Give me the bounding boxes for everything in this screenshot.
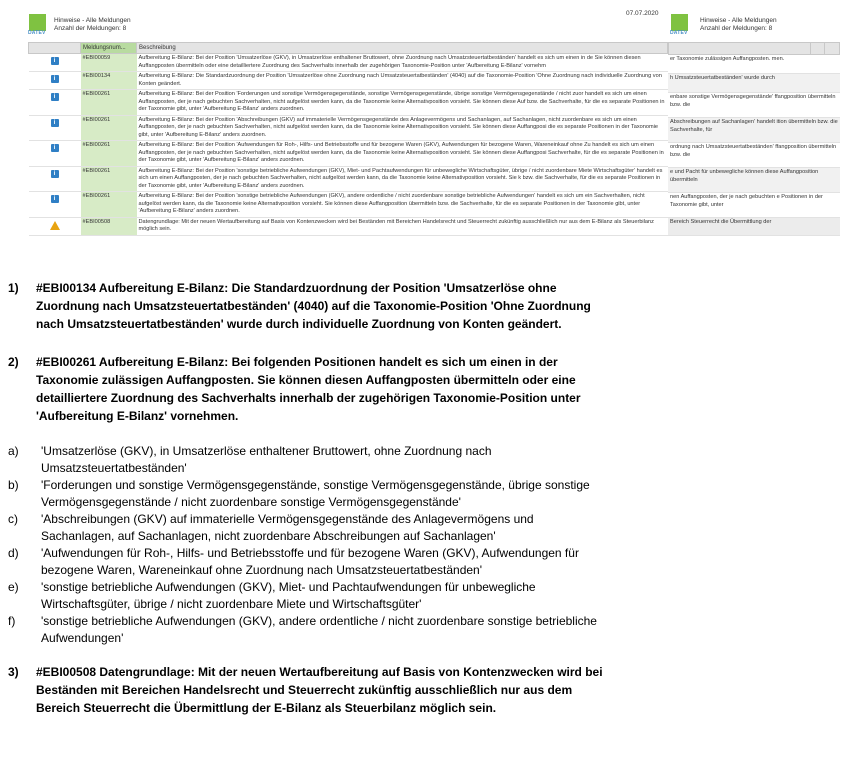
message-code: #EBI00261 (81, 90, 137, 116)
note-2-sublist (8, 443, 608, 647)
message-description: Aufbereitung E-Bilanz: Bei der Position 'sonstige betriebliche Aufwendungen (GKV), andere ordentliche / nicht zuordenbare sonstige betriebliche Aufwendungen' handelt es sich um ein Sachverhalten, nicht aufgelöst werden kann, da die Taxonomie keine Alternativposition vorsieht. Sie können diese Auffangposition übermitteln bzw. die Sachverhalte, für die es separate Positionen in der Taxonomie gibt, unter 'Aufbereitung E-Bilanz' anders zuordnen. (137, 192, 668, 218)
list-item (8, 477, 608, 511)
icon-cell (29, 217, 81, 235)
info-icon: i (51, 93, 59, 101)
item-text: 'Aufwendungen für Roh-, Hilfs- und Betriebsstoffe und für bezogene Waren (GKV), Aufwendungen für bezogene Waren, Wareneinkauf ohne Zuordnung nach Umsatzsteuertatbeständen' (41, 546, 579, 577)
table-header-row (29, 43, 668, 54)
message-count: Anzahl der Meldungen: 8 (700, 25, 773, 32)
message-description: Aufbereitung E-Bilanz: Bei der Position 'Forderungen und sonstige Vermögensgegenstände, sonstige Vermögensgegenstände, übrige sonstige Vermögensgegenstände / nicht zuor handelt es sich um einen Auffangposten, der je nach gebuchten Sachverhalten, nicht aufgelöst werden kann, da die Taxonomie keine Alternativposition vorsieht. Sie können diese Auf bzw. die Sachverhalte, für die es separate Positionen in der Taxonomie gibt, unter 'Aufbereitung E-Bilanz' anders zuordnen. (137, 90, 668, 116)
info-icon: i (51, 57, 59, 65)
item-letter: e) (8, 580, 19, 594)
notes-list (8, 279, 608, 717)
note-2 (8, 353, 608, 425)
info-icon: i (51, 75, 59, 83)
table-row[interactable]: ordnung nach Umsatzsteuertatbeständen' ffangposition übermitteln bzw. die (668, 143, 840, 168)
note-number: 2) (8, 355, 19, 369)
item-text: 'sonstige betriebliche Aufwendungen (GKV), Miet- und Pachtaufwendungen für unbewegliche Wirtschaftsgüter, übrige / nicht zuordenbare Miete und Wirtschaftsgüter' (41, 580, 536, 611)
datev-logo (28, 14, 48, 36)
item-letter: b) (8, 478, 19, 492)
table-row[interactable] (29, 54, 668, 72)
table-row[interactable] (29, 192, 668, 218)
table-row[interactable]: h Umsatzsteuertatbeständen' wurde durch (668, 74, 840, 93)
message-code: #EBI00261 (81, 141, 137, 167)
report-title: Hinweise - Alle Meldungen (54, 17, 131, 24)
message-code: #EBI00134 (81, 72, 137, 90)
warning-icon (50, 221, 60, 230)
item-letter: f) (8, 614, 16, 628)
table-row[interactable]: enbare sonstige Vermögensgegenstände' ffangposition übermitteln bzw. die (668, 93, 840, 118)
list-item (8, 579, 608, 613)
table-row[interactable] (29, 90, 668, 116)
note-number: 1) (8, 281, 19, 295)
item-letter: a) (8, 444, 19, 458)
list-item (8, 511, 608, 545)
info-icon: i (51, 170, 59, 178)
info-icon: i (51, 195, 59, 203)
item-text: 'Abschreibungen (GKV) auf immaterielle Vermögensgegenstände des Anlagevermögens und Sachanlagen, auf Sachanlagen, nicht zuordenbare Abschreibungen auf Sachanlagen' (41, 512, 534, 543)
message-code: #EBI00261 (81, 166, 137, 192)
logo-text: DATEV (670, 30, 688, 36)
table-row[interactable]: Bereich Steuerrecht die Übermittlung der (668, 218, 840, 236)
icon-cell (29, 54, 81, 72)
item-text: 'Forderungen und sonstige Vermögensgegenstände, sonstige Vermögensgegenstände, übrige sonstige Vermögensgegenstände / nicht zuordenbare sonstige Vermögensgegenstände' (41, 478, 590, 509)
logo-text: DATEV (28, 30, 46, 36)
info-icon: i (51, 119, 59, 127)
messages-table-continued (668, 42, 840, 236)
icon-cell (29, 141, 81, 167)
icon-cell (29, 115, 81, 141)
message-description: Aufbereitung E-Bilanz: Bei der Position 'sonstige betriebliche Aufwendungen (GKV), Miet- und Pachtaufwendungen für unbewegliche Wirtschaftsgüter, übrige / nicht zuordenbare Miete Wirtschaftsgüter' handelt es sich um einen Auffangposten, der je nach gebuchten Sachverhalten, nicht aufgelöst werden kann, da die Taxonomie keine Alternativposition vorsieht. Sie k bzw. die Sachverhalte, für die es separate Positionen in der Taxonomie gibt, unter 'Aufbereitung E-Bilanz' anders zuordnen. (137, 166, 668, 192)
message-code: #EBI00508 (81, 217, 137, 235)
datev-logo (670, 14, 690, 36)
column-header-description[interactable]: Beschreibung (137, 43, 668, 54)
note-1 (8, 279, 608, 333)
note-text: #EBI00261 Aufbereitung E-Bilanz: Bei folgenden Positionen handelt es sich um einen in der Taxonomie zulässigen Auffangposten. Sie können diesen Auffangposten übermitteln oder eine detailliertere Zuordnung des Sachverhalts innerhalb der zugehörigen Taxonomie-Position unter 'Aufbereitung E-Bilanz' vornehmen. (36, 355, 581, 423)
icon-cell (29, 166, 81, 192)
list-item (8, 613, 608, 647)
list-item (8, 443, 608, 477)
item-letter: d) (8, 546, 19, 560)
table-row[interactable]: Abschreibungen auf Sachanlagen' handelt ition übermitteln bzw. die Sachverhalte, für (668, 118, 840, 143)
table-row[interactable] (29, 217, 668, 235)
table-row[interactable] (29, 72, 668, 90)
message-code: #EBI00261 (81, 192, 137, 218)
note-text: #EBI00508 Datengrundlage: Mit der neuen Wertaufbereitung auf Basis von Kontenzwecken wird bei Beständen mit Bereichen Handelsrecht und Steuerrecht zukünftig ausschließlich nur aus dem Bereich Steuerrecht die Übermittlung der E-Bilanz als Steuerbilanz möglich sein. (36, 665, 603, 715)
message-description: Aufbereitung E-Bilanz: Bei der Position 'Umsatzerlöse (GKV), in Umsatzerlöse enthaltener Bruttowert, ohne Zuordnung nach Umsatzsteuertatbeständen' handelt es sich um einen in de Sie können diesen Auffangposten übermitteln oder eine detailliertere Zuordnung des Sachverhalts innerhalb der zugehörigen Taxonomie-Position unter 'Aufbereitung E-Bilanz' vornehm (137, 54, 668, 72)
table-row[interactable] (29, 141, 668, 167)
note-text: #EBI00134 Aufbereitung E-Bilanz: Die Standardzuordnung der Position 'Umsatzerlöse ohne Zuordnung nach Umsatzsteuertatbeständen' (4040) auf die Taxonomie-Position 'Ohne Zuordnung nach Umsatzsteuertatbeständen' wurde durch individuelle Zuordnung von Konten geändert. (36, 281, 591, 331)
table-header-row (668, 42, 840, 55)
column-header-icon[interactable] (29, 43, 81, 54)
list-item (8, 545, 608, 579)
item-letter: c) (8, 512, 18, 526)
column-header-message-number[interactable]: Meldungsnum... (81, 43, 137, 54)
info-icon: i (51, 144, 59, 152)
item-text: 'Umsatzerlöse (GKV), in Umsatzerlöse enthaltener Bruttowert, ohne Zuordnung nach Umsatzsteuertatbeständen' (41, 444, 492, 475)
messages-table (28, 42, 668, 236)
report-date: 07.07.2020 (626, 10, 659, 17)
table-row[interactable] (29, 115, 668, 141)
note-number: 3) (8, 665, 19, 679)
report-panel-second-page (668, 8, 840, 236)
icon-cell (29, 90, 81, 116)
table-row[interactable]: e und Pacht für unbewegliche können diese Auffangposition übermitteln (668, 168, 840, 193)
icon-cell (29, 192, 81, 218)
message-count: Anzahl der Meldungen: 8 (54, 25, 127, 32)
message-description: Datengrundlage: Mit der neuen Wertaufbereitung auf Basis von Kontenzwecken wird bei Beständen mit Bereichen Handelsrecht und Steuerrecht zukünftig ausschließlich nur aus dem E-Bilanz als Steuerbilanz möglich sein. (137, 217, 668, 235)
message-description: Aufbereitung E-Bilanz: Bei der Position 'Abschreibungen (GKV) auf immaterielle Vermögensgegenstände des Anlagevermögens und Sachanlagen, auf Sachanlagen, nicht zuordenbare es sich um einen Auffangposten, der je nach gebuchten Sachverhalten, nicht aufgelöst werden kann, da die Taxonomie keine Alternativposition vorsieht. Sie können diese Auffangposi die es separate Positionen in der Taxonomie gibt, unter 'Aufbereitung E-Bilanz' anders zuordnen. (137, 115, 668, 141)
report-header (28, 8, 668, 42)
table-row[interactable]: er Taxonomie zulässigen Auffangposten. men. (668, 55, 840, 74)
icon-cell (29, 72, 81, 90)
message-description: Aufbereitung E-Bilanz: Bei der Position 'Aufwendungen für Roh-, Hilfs- und Betriebsstoffe und für bezogene Waren (GKV), Aufwendungen für bezogene Waren, Wareneinkauf ohne Zu handelt es sich um einen Auffangposten, der je nach gebuchten Sachverhalten, nicht aufgelöst werden kann, da die Taxonomie keine Alternativposition vorsieht. Sie können diese Auffangposi Sachverhalte, für die es separate Positionen in der Taxonomie gibt, unter 'Aufbereitung E-Bilanz' anders zuordnen. (137, 141, 668, 167)
message-description: Aufbereitung E-Bilanz: Die Standardzuordnung der Position 'Umsatzerlöse ohne Zuordnung nach Umsatzsteuertatbeständen' (4040) auf die Taxonomie-Position 'Ohne Zuordnung nach individuelle Zuordnung von Konten geändert. (137, 72, 668, 90)
message-code: #EBI00059 (81, 54, 137, 72)
message-code: #EBI00261 (81, 115, 137, 141)
table-row[interactable] (29, 166, 668, 192)
table-row[interactable]: nen Auffangposten, der je nach gebuchten e Positionen in der Taxonomie gibt, unter (668, 193, 840, 218)
report-header-second (668, 8, 840, 42)
report-title: Hinweise - Alle Meldungen (700, 17, 777, 24)
note-3 (8, 663, 608, 717)
item-text: 'sonstige betriebliche Aufwendungen (GKV), andere ordentliche / nicht zuordenbare sonstige betriebliche Aufwendungen' (41, 614, 597, 645)
report-panel (28, 8, 668, 236)
